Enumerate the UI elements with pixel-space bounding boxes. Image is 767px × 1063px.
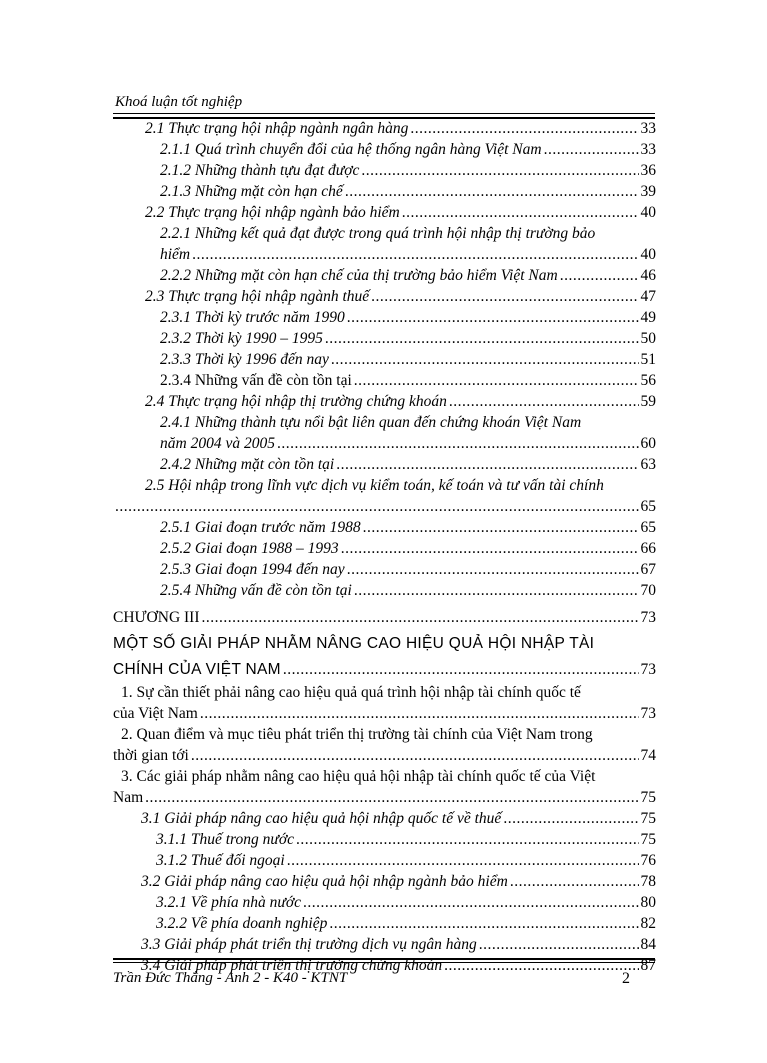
toc-entry-title: 3.1.1 Thuế trong nước [156, 831, 294, 848]
toc-entry[interactable] [160, 435, 656, 453]
toc-entry[interactable] [160, 162, 656, 180]
toc-entry-title: 2.3 Thực trạng hội nhập ngành thuế [145, 288, 370, 305]
header-rule-thin [113, 113, 655, 114]
toc-entry-title: 2.5.3 Giai đoạn 1994 đến nay [160, 561, 345, 578]
toc-entry-title: 3.2.2 Về phía doanh nghiệp [156, 915, 328, 932]
footer-rule-thick [113, 958, 655, 960]
toc-entry-title: 2.2.2 Những mặt còn hạn chế của thị trường bảo hiểm Việt Nam [160, 267, 558, 284]
toc-page-number: 63 [640, 456, 656, 473]
toc-entry[interactable] [156, 831, 656, 849]
dot-leader [361, 162, 638, 180]
toc-entry-line: 1. Sự cần thiết phải nâng cao hiệu quả quá trình hội nhập tài chính quốc tế [121, 684, 581, 701]
page-number: 2 [622, 970, 630, 987]
toc-page-number: 60 [640, 435, 656, 452]
toc-page-number: 50 [640, 330, 656, 347]
toc-page-number: 76 [640, 852, 656, 869]
toc-entry-line: 2.4.1 Những thành tựu nổi bật liên quan đến chứng khoán Việt Nam [160, 414, 582, 431]
toc-entry-title: 2.5.1 Giai đoạn trước năm 1988 [160, 519, 361, 536]
toc-entry[interactable] [145, 204, 656, 222]
toc-entry[interactable] [160, 309, 656, 327]
toc-entry-title: 2.4.2 Những mặt còn tồn tại [160, 456, 335, 473]
toc-entry-line: MỘT SỐ GIẢI PHÁP NHẰM NÂNG CAO HIỆU QUẢ HỘI NHẬP TÀI [113, 635, 595, 652]
toc-page-number: 40 [640, 204, 656, 221]
dot-leader [115, 498, 639, 516]
toc-entry[interactable] [113, 705, 656, 723]
toc-entry-line: 2.2.1 Những kết quả đạt được trong quá trình hội nhập thị trường bảo [160, 225, 596, 242]
toc-entry-title: 3.4 Giải pháp phát triển thị trường chứng khoán [141, 957, 443, 974]
dot-leader [329, 915, 638, 933]
toc-page-number: 51 [640, 351, 656, 368]
toc-entry[interactable] [113, 789, 656, 807]
toc-page-number: 33 [640, 120, 656, 137]
toc-entry[interactable] [145, 120, 656, 138]
toc-entry-title: 2.1.1 Quá trình chuyển đổi của hệ thống ngân hàng Việt Nam [160, 141, 542, 158]
dot-leader [296, 831, 639, 849]
toc-entry-title: 2.4 Thực trạng hội nhập thị trường chứng khoán [145, 393, 447, 410]
toc-entry-title: CHÍNH CỦA VIỆT NAM [113, 661, 281, 678]
toc-page-number: 33 [640, 141, 656, 158]
toc-page-number: 46 [640, 267, 656, 284]
footer-author: Trần Đức Thắng - Anh 2 - K40 - KTNT [113, 970, 348, 986]
toc-page-number: 73 [640, 609, 656, 626]
toc-entry-title: 3.2.1 Về phía nhà nước [156, 894, 302, 911]
dot-leader [325, 330, 639, 348]
toc-entry-title: Nam [113, 789, 144, 806]
toc-entry[interactable] [160, 540, 656, 558]
toc-page-number: 84 [640, 936, 656, 953]
toc-entry-line: 3. Các giải pháp nhằm nâng cao hiệu quả hội nhập tài chính quốc tế của Việt [121, 768, 596, 785]
toc-page-number: 74 [640, 747, 656, 764]
toc-entry[interactable] [160, 582, 656, 600]
dot-leader [544, 141, 639, 159]
dot-leader [402, 204, 639, 222]
dot-leader [449, 393, 639, 411]
toc-page-number: 67 [640, 561, 656, 578]
dot-leader [191, 747, 639, 765]
toc-page-number: 75 [640, 789, 656, 806]
toc-entry[interactable] [160, 351, 656, 369]
toc-entry-title: 2.5.2 Giai đoạn 1988 – 1993 [160, 540, 339, 557]
toc-entry-title: 2.3.4 Những vấn đề còn tồn tại [160, 372, 352, 389]
toc-entry[interactable] [113, 661, 656, 679]
toc-entry[interactable] [160, 330, 656, 348]
dot-leader [560, 267, 639, 285]
toc-entry[interactable] [141, 936, 656, 954]
toc-entry-title: 2.2 Thực trạng hội nhập ngành bảo hiểm [145, 204, 400, 221]
header-rule-thick [113, 117, 655, 119]
dot-leader [331, 351, 639, 369]
dot-leader [277, 435, 639, 453]
toc-entry[interactable] [156, 894, 656, 912]
dot-leader [371, 288, 638, 306]
dot-leader [341, 540, 639, 558]
toc-page-number: 40 [640, 246, 656, 263]
toc-entry-title: 3.1.2 Thuế đối ngoại [156, 852, 285, 869]
toc-entry-title: 2.3.2 Thời kỳ 1990 – 1995 [160, 330, 323, 347]
dot-leader [303, 894, 638, 912]
dot-leader [202, 609, 639, 627]
toc-entry-title: thời gian tới [113, 747, 189, 764]
dot-leader [192, 246, 638, 264]
toc-page-number: 82 [640, 915, 656, 932]
toc-entry[interactable] [160, 246, 656, 264]
toc-page-number: 65 [640, 519, 656, 536]
dot-leader [479, 936, 639, 954]
toc-entry[interactable] [156, 852, 656, 870]
toc-entry-title: 2.1.3 Những mặt còn hạn chế [160, 183, 343, 200]
toc-page-number: 36 [640, 162, 656, 179]
toc-page-number: 66 [640, 540, 656, 557]
toc-entry[interactable] [141, 873, 656, 891]
dot-leader [345, 183, 639, 201]
toc-entry-title: 2.3.1 Thời kỳ trước năm 1990 [160, 309, 345, 326]
toc-entry-title: 3.3 Giải pháp phát triển thị trường dịch vụ ngân hàng [141, 936, 477, 953]
dot-leader [145, 789, 638, 807]
toc-page-number: 47 [640, 288, 656, 305]
dot-leader [347, 561, 639, 579]
toc-entry-title: 2.1 Thực trạng hội nhập ngành ngân hàng [145, 120, 409, 137]
toc-entry[interactable] [160, 456, 656, 474]
dot-leader [363, 519, 639, 537]
dot-leader [347, 309, 639, 327]
toc-page-number: 56 [640, 372, 656, 389]
dot-leader [283, 661, 639, 679]
page-header-title: Khoá luận tốt nghiệp [115, 94, 243, 110]
footer-rule-thin [113, 962, 655, 963]
dot-leader [336, 456, 638, 474]
dot-leader [200, 705, 639, 723]
toc-page-number: 78 [640, 873, 656, 890]
toc-entry[interactable] [160, 372, 656, 390]
toc-entry-title: CHƯƠNG III [113, 609, 200, 626]
toc-entry-title: 3.2 Giải pháp nâng cao hiệu quả hội nhập ngành bảo hiểm [141, 873, 508, 890]
dot-leader [287, 852, 639, 870]
toc-page-number: 73 [640, 661, 656, 678]
toc-entry[interactable] [145, 288, 656, 306]
toc-entry-title: 3.1 Giải pháp nâng cao hiệu quả hội nhập quốc tế về thuế [141, 810, 502, 827]
toc-entry-title: 2.3.3 Thời kỳ 1996 đến nay [160, 351, 329, 368]
toc-entry-title: năm 2004 và 2005 [160, 435, 275, 452]
toc-page-number: 73 [640, 705, 656, 722]
toc-entry-title: 2.1.2 Những thành tựu đạt được [160, 162, 360, 179]
dot-leader [503, 810, 638, 828]
toc-entry[interactable] [160, 561, 656, 579]
dot-leader [510, 873, 639, 891]
toc-entry-line: 2. Quan điểm và mục tiêu phát triển thị trường tài chính của Việt Nam trong [121, 726, 593, 743]
toc-entry[interactable] [113, 498, 656, 516]
toc-entry[interactable] [145, 393, 656, 411]
toc-page-number: 75 [640, 810, 656, 827]
dot-leader [354, 582, 639, 600]
toc-entry[interactable] [141, 810, 656, 828]
dot-leader [354, 372, 639, 390]
toc-entry[interactable] [160, 267, 656, 285]
toc-page-number: 65 [640, 498, 656, 515]
toc-entry-line: 2.5 Hội nhập trong lĩnh vực dịch vụ kiểm toán, kế toán và tư vấn tài chính [145, 477, 604, 494]
toc-entry[interactable] [113, 747, 656, 765]
toc-entry[interactable] [156, 915, 656, 933]
toc-entry[interactable] [113, 609, 656, 627]
toc-entry[interactable] [160, 519, 656, 537]
toc-entry-title: 2.5.4 Những vấn đề còn tồn tại [160, 582, 352, 599]
dot-leader [410, 120, 638, 138]
toc-entry-title: hiểm [160, 246, 191, 263]
toc-page-number: 87 [640, 957, 656, 974]
toc-entry[interactable] [160, 141, 656, 159]
toc-page-number: 39 [640, 183, 656, 200]
toc-page-number: 49 [640, 309, 656, 326]
toc-page-number: 59 [640, 393, 656, 410]
toc-page-number: 70 [640, 582, 656, 599]
toc-page-number: 80 [640, 894, 656, 911]
toc-page-number: 75 [640, 831, 656, 848]
toc-entry-title: của Việt Nam [113, 705, 198, 722]
toc-entry[interactable] [160, 183, 656, 201]
